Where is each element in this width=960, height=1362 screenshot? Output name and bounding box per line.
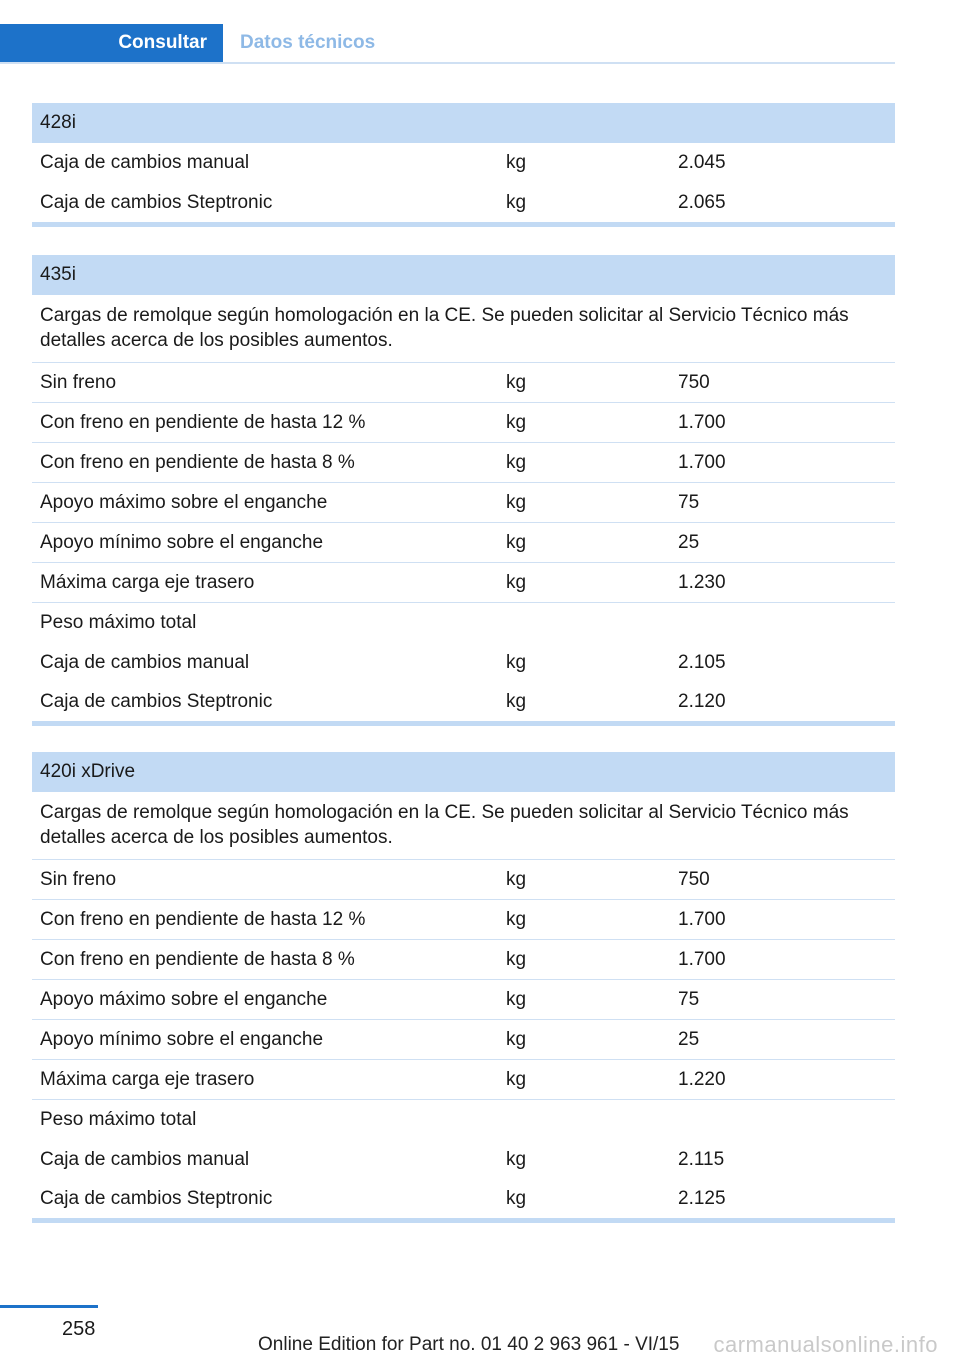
table-row [32, 682, 895, 721]
table-end-rule [32, 721, 895, 726]
row-label: Caja de cambios manual [40, 651, 250, 673]
table-row [32, 940, 895, 980]
subheader-label: Peso máximo total [40, 1109, 197, 1130]
row-label: Con freno en pendiente de hasta 8 % [40, 948, 355, 970]
table-title: 420i xDrive [32, 752, 895, 792]
row-value: 1.220 [678, 1068, 726, 1090]
table-row [32, 1020, 895, 1060]
tab-consultar[interactable]: Consultar [0, 24, 223, 62]
row-value: 2.120 [678, 690, 726, 712]
section-tabs [0, 24, 895, 64]
table-row [32, 183, 895, 222]
row-label: Con freno en pendiente de hasta 12 % [40, 411, 366, 433]
row-unit: kg [506, 411, 527, 433]
row-value: 2.115 [678, 1148, 725, 1170]
row-unit: kg [506, 152, 527, 173]
row-value: 75 [678, 988, 700, 1010]
row-value: 750 [678, 371, 710, 393]
row-unit: kg [506, 491, 527, 513]
row-value: 1.700 [678, 948, 726, 970]
row-unit: kg [506, 908, 527, 930]
table-end-rule [32, 1218, 895, 1223]
row-value: 1.230 [678, 571, 726, 593]
row-unit: kg [506, 1187, 527, 1209]
row-unit: kg [506, 451, 527, 473]
row-label: Sin freno [40, 868, 117, 890]
row-unit: kg [506, 1068, 527, 1090]
page-number: 258 [62, 1318, 96, 1340]
table-row [32, 403, 895, 443]
table-row [32, 563, 895, 603]
table-row [32, 860, 895, 900]
table-435i [32, 255, 895, 726]
row-label: Sin freno [40, 371, 117, 393]
row-value: 2.105 [678, 651, 726, 673]
row-value: 2.125 [678, 1187, 726, 1209]
table-subheader [32, 603, 895, 643]
table-note: Cargas de remolque según homologación en la CE. Se pueden solicitar al Servicio Técnico más detalles acerca de los posibles aumentos. [32, 792, 895, 860]
table-row [32, 1060, 895, 1100]
table-row [32, 143, 895, 183]
row-value: 750 [678, 868, 710, 890]
table-row [32, 900, 895, 940]
row-value: 2.045 [678, 152, 726, 173]
row-label: Caja de cambios Steptronic [40, 1187, 273, 1209]
row-value: 1.700 [678, 908, 726, 930]
table-428i [32, 103, 895, 227]
table-subheader [32, 1100, 895, 1140]
watermark: carmanualsonline.info [713, 1332, 938, 1357]
subheader-label: Peso máximo total [40, 612, 197, 633]
row-value: 25 [678, 531, 700, 553]
row-unit: kg [506, 1028, 527, 1050]
row-label: Apoyo mínimo sobre el enganche [40, 1028, 324, 1050]
row-value: 1.700 [678, 411, 726, 433]
row-unit: kg [506, 988, 527, 1010]
table-row [32, 1179, 895, 1218]
table-420i-xdrive [32, 752, 895, 1223]
row-unit: kg [506, 868, 527, 890]
row-label: Con freno en pendiente de hasta 8 % [40, 451, 355, 473]
row-label: Caja de cambios manual [40, 152, 250, 173]
row-label: Máxima carga eje trasero [40, 571, 255, 593]
row-unit: kg [506, 690, 527, 712]
row-unit: kg [506, 371, 527, 393]
table-title: 428i [32, 103, 895, 143]
row-value: 75 [678, 491, 700, 513]
row-label: Apoyo mínimo sobre el enganche [40, 531, 324, 553]
table-row [32, 483, 895, 523]
row-unit: kg [506, 571, 527, 593]
table-row [32, 523, 895, 563]
row-unit: kg [506, 948, 527, 970]
row-value: 1.700 [678, 451, 726, 473]
table-end-rule [32, 222, 895, 227]
row-label: Apoyo máximo sobre el enganche [40, 988, 328, 1010]
row-label: Apoyo máximo sobre el enganche [40, 491, 328, 513]
row-unit: kg [506, 651, 527, 673]
table-row [32, 1140, 895, 1179]
row-unit: kg [506, 191, 527, 213]
row-value: 2.065 [678, 191, 726, 213]
row-unit: kg [506, 531, 527, 553]
table-row [32, 443, 895, 483]
tab-datos-tecnicos[interactable]: Datos técnicos [240, 32, 376, 53]
table-row [32, 643, 895, 682]
table-row [32, 363, 895, 403]
row-label: Máxima carga eje trasero [40, 1068, 255, 1090]
table-title: 435i [32, 255, 895, 295]
row-label: Caja de cambios Steptronic [40, 191, 273, 213]
table-note: Cargas de remolque según homologación en la CE. Se pueden solicitar al Servicio Técnico más detalles acerca de los posibles aumentos. [32, 295, 895, 363]
page-number-rule [0, 1305, 98, 1308]
row-label: Caja de cambios Steptronic [40, 690, 273, 712]
edition-footer: Online Edition for Part no. 01 40 2 963 961 - VI/15 [258, 1334, 680, 1355]
row-label: Caja de cambios manual [40, 1148, 250, 1170]
table-row [32, 980, 895, 1020]
row-label: Con freno en pendiente de hasta 12 % [40, 908, 366, 930]
row-unit: kg [506, 1148, 527, 1170]
row-value: 25 [678, 1028, 700, 1050]
